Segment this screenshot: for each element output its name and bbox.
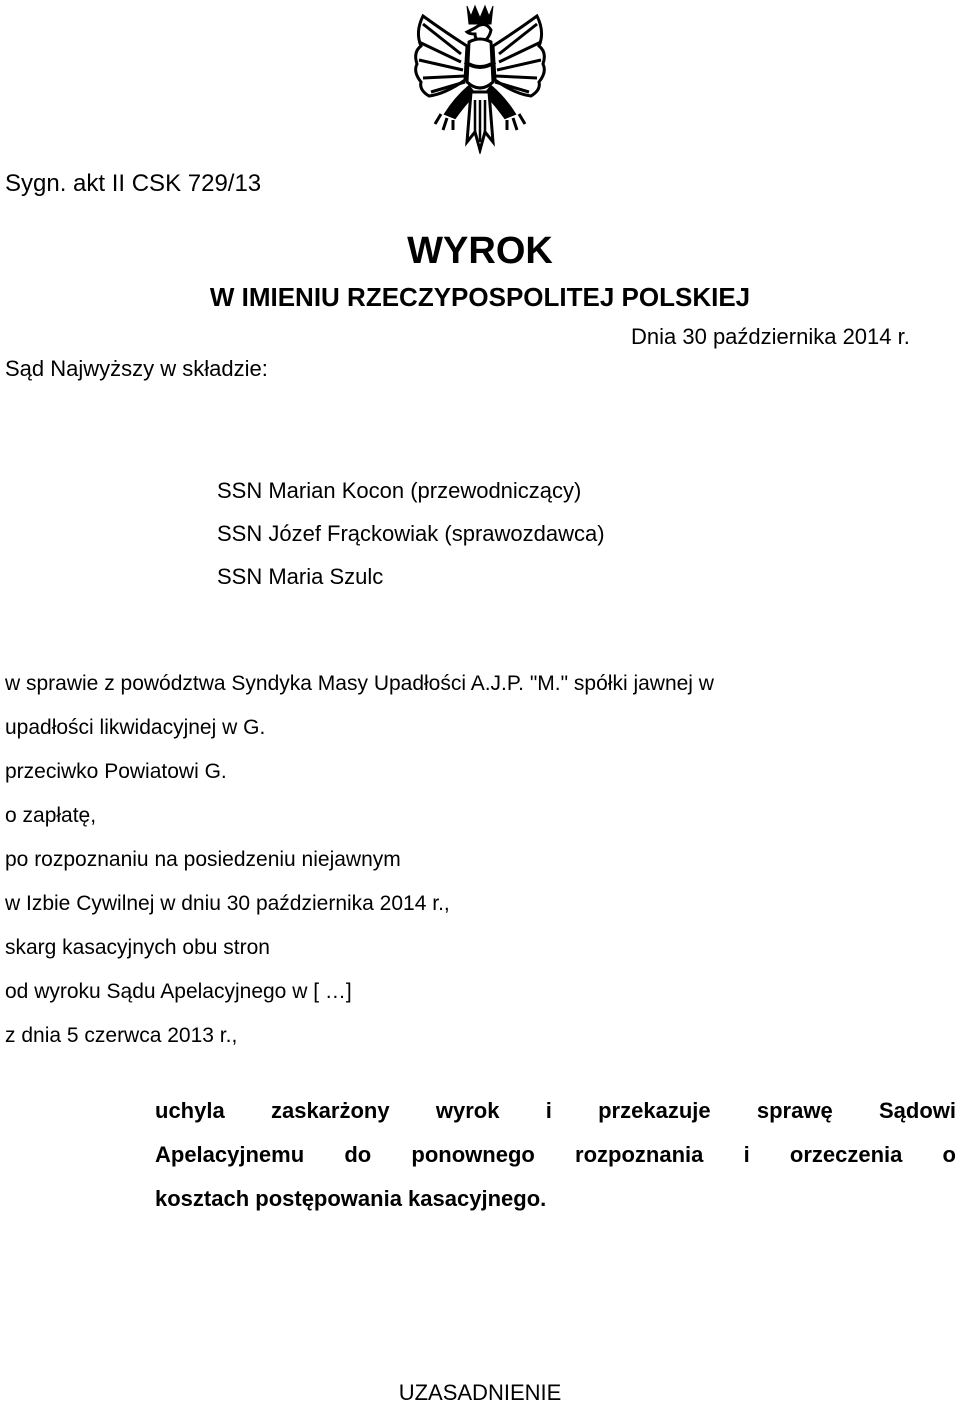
case-line: skarg kasacyjnych obu stron: [5, 936, 270, 959]
ruling-operative-part: [155, 1100, 956, 1232]
justification-heading: UZASADNIENIE: [398, 1380, 562, 1405]
case-line: w Izbie Cywilnej w dniu 30 października 2014 r.,: [5, 892, 450, 915]
polish-eagle-emblem-icon: [405, 2, 555, 154]
case-line: przeciwko Powiatowi G.: [5, 760, 227, 783]
ruling-line: kosztach postępowania kasacyjnego.: [155, 1186, 547, 1211]
case-signature: Sygn. akt II CSK 729/13: [5, 170, 262, 197]
case-line: o zapłatę,: [5, 804, 97, 827]
case-line: upadłości likwidacyjnej w G.: [5, 716, 266, 739]
court-composition-label: Sąd Najwyższy w składzie:: [5, 356, 268, 381]
judge-presiding: SSN Marian Kocon (przewodniczący): [217, 478, 582, 503]
case-line: od wyroku Sądu Apelacyjnego w [ …]: [5, 980, 352, 1003]
ruling-line: uchyla zaskarżony wyrok i przekazuje sprawę Sądowi: [155, 1098, 956, 1123]
document-subtitle: W IMIENIU RZECZYPOSPOLITEJ POLSKIEJ: [209, 282, 751, 312]
case-line: po rozpoznaniu na posiedzeniu niejawnym: [5, 848, 401, 871]
judgment-date: Dnia 30 października 2014 r.: [631, 324, 910, 349]
case-line: z dnia 5 czerwca 2013 r.,: [5, 1024, 238, 1047]
case-line: w sprawie z powództwa Syndyka Masy Upadłości A.J.P. "M." spółki jawnej w: [5, 672, 714, 695]
ruling-line: Apelacyjnemu do ponownego rozpoznania i orzeczenia o: [155, 1142, 956, 1167]
judge-rapporteur: SSN Józef Frąckowiak (sprawozdawca): [217, 521, 605, 546]
document-title: WYROK: [407, 230, 553, 272]
judge-member: SSN Maria Szulc: [217, 564, 384, 589]
